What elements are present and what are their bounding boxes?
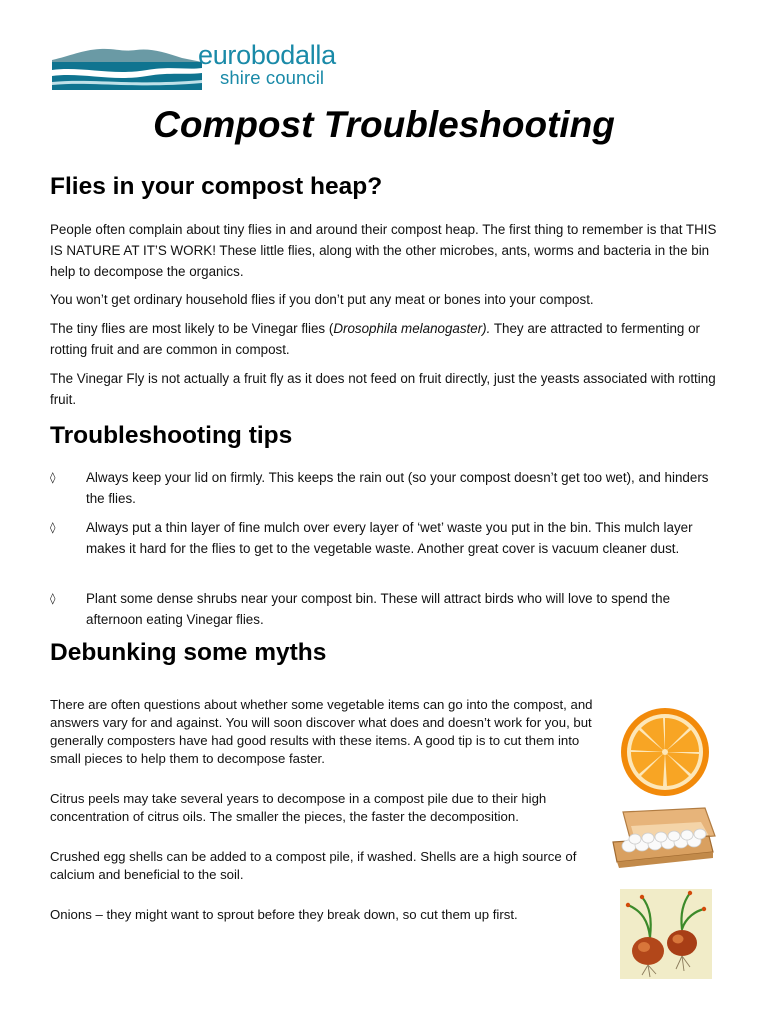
logo-text-line2: shire council — [220, 67, 325, 88]
flies-paragraph-4: The Vinegar Fly is not actually a fruit fly as it does not feed on fruit directly, just the yeasts associated with rotting fruit. — [50, 371, 716, 407]
flies-paragraph-2: You won’t get ordinary household flies if you don’t put any meat or bones into your compost. — [50, 292, 594, 307]
myth-citrus-paragraph: Citrus peels may take several years to decompose in a compost pile due to their high concentration of citrus oils. The smaller the pieces, the faster the decomposition. — [50, 791, 547, 824]
tip-text: Plant some dense shrubs near your compost bin. These will attract birds who will love to spend the afternoon eating Vinegar flies. — [86, 591, 671, 627]
diamond-bullet-icon: ◊ — [50, 592, 56, 605]
section-heading-myths: Debunking some myths — [50, 639, 327, 666]
flies-paragraph-3 — [50, 318, 722, 360]
flies-p3-text-a: The tiny flies are most likely to be Vinegar flies ( — [50, 321, 334, 336]
page-title: Compost Troubleshooting — [153, 104, 615, 145]
myths-intro-paragraph: There are often questions about whether some vegetable items can go into the compost, and answers vary for and against. You will soon discover what does and doesn’t work for you, but generally composters have had good results with these items. A good tip is to cut them into small pieces to help them to decompose faster. — [50, 697, 593, 766]
diamond-bullet-icon: ◊ — [50, 471, 56, 484]
section-heading-tips: Troubleshooting tips — [50, 422, 293, 449]
orange-slice-icon — [619, 706, 711, 798]
egg-carton-icon — [609, 806, 719, 876]
section-heading-flies: Flies in your compost heap? — [50, 173, 383, 200]
council-logo — [52, 40, 362, 94]
tip-text: Always keep your lid on firmly. This keeps the rain out (so your compost doesn’t get too wet), and hinders the flies. — [86, 470, 709, 506]
flies-p3-text-b: They are attracted to fermenting or rotting fruit and are common in compost. — [50, 321, 701, 357]
landscape-logo-icon — [52, 46, 202, 90]
flies-paragraph-1: People often complain about tiny flies in and around their compost heap. The first thing to remember is that THIS IS NATURE AT IT’S WORK! These little flies, along with the other microbes, ants, worms and bacteria in the bin help to decompose the organics. — [50, 222, 717, 279]
diamond-bullet-icon: ◊ — [50, 521, 56, 534]
sprouting-onions-icon — [620, 889, 712, 979]
species-name: Drosophila melanogaster). — [333, 321, 491, 336]
tip-text: Always put a thin layer of fine mulch over every layer of ‘wet’ waste you put in the bin. This mulch layer makes it hard for the flies to get to the vegetable waste. Another great cover is vacuum cleaner dust. — [86, 520, 693, 556]
myth-eggshell-paragraph: Crushed egg shells can be added to a compost pile, if washed. Shells are a high source of calcium and beneficial to the soil. — [50, 849, 577, 882]
logo-text-line1: eurobodalla — [198, 40, 336, 70]
myth-onion-paragraph: Onions – they might want to sprout before they break down, so cut them up first. — [50, 907, 518, 922]
